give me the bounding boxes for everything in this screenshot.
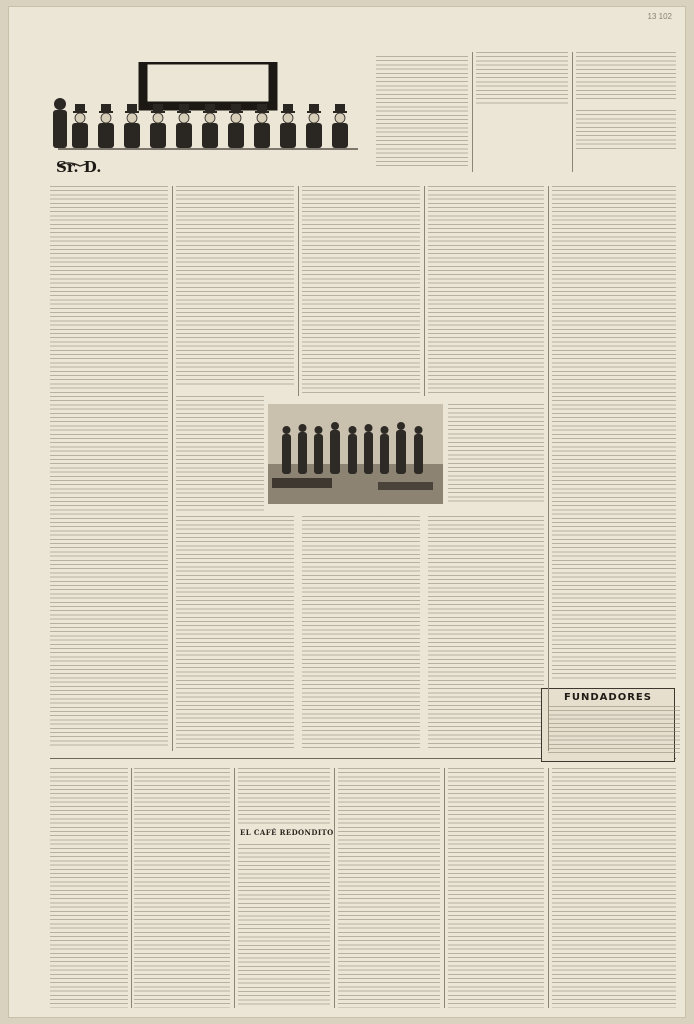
- article-column: [238, 844, 330, 1006]
- crowd-photo: [268, 404, 443, 504]
- article-column: [238, 768, 330, 826]
- column-rule: [472, 52, 473, 172]
- article-column: [428, 186, 544, 396]
- article-column: [552, 186, 676, 681]
- article-column: [176, 516, 294, 751]
- article-column: [176, 396, 264, 511]
- column-rule: [172, 186, 173, 751]
- article-column: [552, 768, 676, 1008]
- column-rule: [444, 768, 445, 1008]
- article-column: [50, 186, 168, 746]
- newspaper-page: [8, 6, 686, 1018]
- column-rule: [298, 186, 299, 396]
- ad-title: FUNDADORES: [564, 692, 652, 703]
- article-column: [302, 516, 420, 751]
- article-column: [134, 768, 230, 1008]
- ad-text: [548, 706, 680, 754]
- column-rule: [234, 768, 235, 1008]
- article-column: [176, 186, 294, 386]
- article-column: [448, 404, 544, 504]
- column-rule: [424, 186, 425, 396]
- article-column: [428, 516, 544, 751]
- article-column: [476, 52, 568, 104]
- article-column: [576, 52, 676, 102]
- masthead-title: Sr. D.: [56, 158, 102, 176]
- article-column: [576, 110, 676, 150]
- column-rule: [334, 768, 335, 1008]
- column-rule: [131, 768, 132, 1008]
- article-column: [338, 768, 440, 1008]
- column-rule: [572, 52, 573, 172]
- article-column: [376, 56, 468, 166]
- column-rule: [548, 186, 549, 751]
- header-illustration: [38, 46, 383, 176]
- article-column: [302, 186, 420, 396]
- top-hats-illustration: [38, 46, 383, 176]
- section-title: EL CAFÉ REDONDITO: [240, 828, 334, 837]
- article-column: [50, 768, 128, 1008]
- column-rule: [548, 768, 549, 1008]
- group-photograph: [268, 404, 443, 504]
- advertisement-box: [541, 688, 675, 762]
- page-folio: 13 102: [647, 12, 672, 21]
- article-column: [448, 768, 544, 1008]
